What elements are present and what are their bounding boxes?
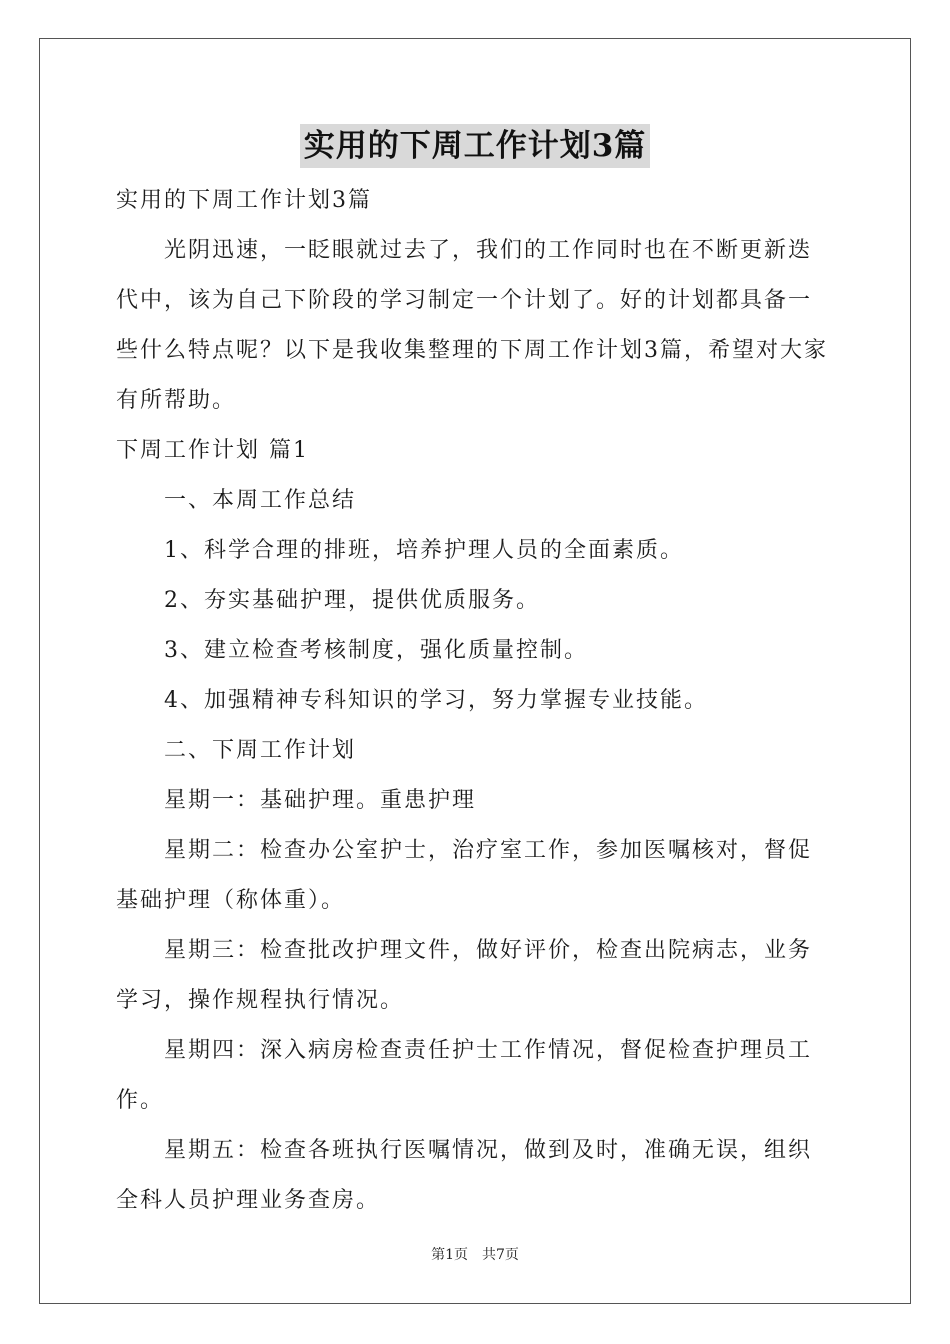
paragraph: 3、建立检查考核制度，强化质量控制。 xyxy=(164,638,588,663)
paragraph: 2、夯实基础护理，提供优质服务。 xyxy=(164,588,540,613)
document-body xyxy=(116,176,834,1226)
paragraph: 星期四：深入病房检查责任护士工作情况，督促检查护理员工作。 xyxy=(116,1038,813,1113)
title-wrap xyxy=(0,124,950,168)
paragraph: 光阴迅速，一眨眼就过去了，我们的工作同时也在不断更新迭代中，该为自己下阶段的学习制定一个计划了。好的计划都具备一些什么特点呢？以下是我收集整理的下周工作计划3篇，希望对大家有所帮助。 xyxy=(116,238,828,413)
paragraph: 星期一：基础护理。重患护理 xyxy=(164,788,477,813)
paragraph: 星期二：检查办公室护士，治疗室工作，参加医嘱核对，督促基础护理（称体重）。 xyxy=(116,838,813,913)
paragraph: 4、加强精神专科知识的学习，努力掌握专业技能。 xyxy=(164,688,708,713)
page-footer xyxy=(0,1244,950,1264)
paragraph: 1、科学合理的排班，培养护理人员的全面素质。 xyxy=(164,538,684,563)
paragraph: 一、本周工作总结 xyxy=(164,488,357,513)
paragraph: 实用的下周工作计划3篇 xyxy=(116,188,372,213)
section-heading: 下周工作计划 篇1 xyxy=(116,438,309,463)
page-number: 第1页 xyxy=(431,1247,468,1263)
document-title: 实用的下周工作计划3篇 xyxy=(300,124,651,168)
paragraph: 星期五：检查各班执行医嘱情况，做到及时，准确无误，组织全科人员护理业务查房。 xyxy=(116,1138,813,1213)
paragraph: 星期三：检查批改护理文件，做好评价，检查出院病志，业务学习，操作规程执行情况。 xyxy=(116,938,813,1013)
paragraph: 二、下周工作计划 xyxy=(164,738,357,763)
page-total: 共7页 xyxy=(482,1247,519,1263)
